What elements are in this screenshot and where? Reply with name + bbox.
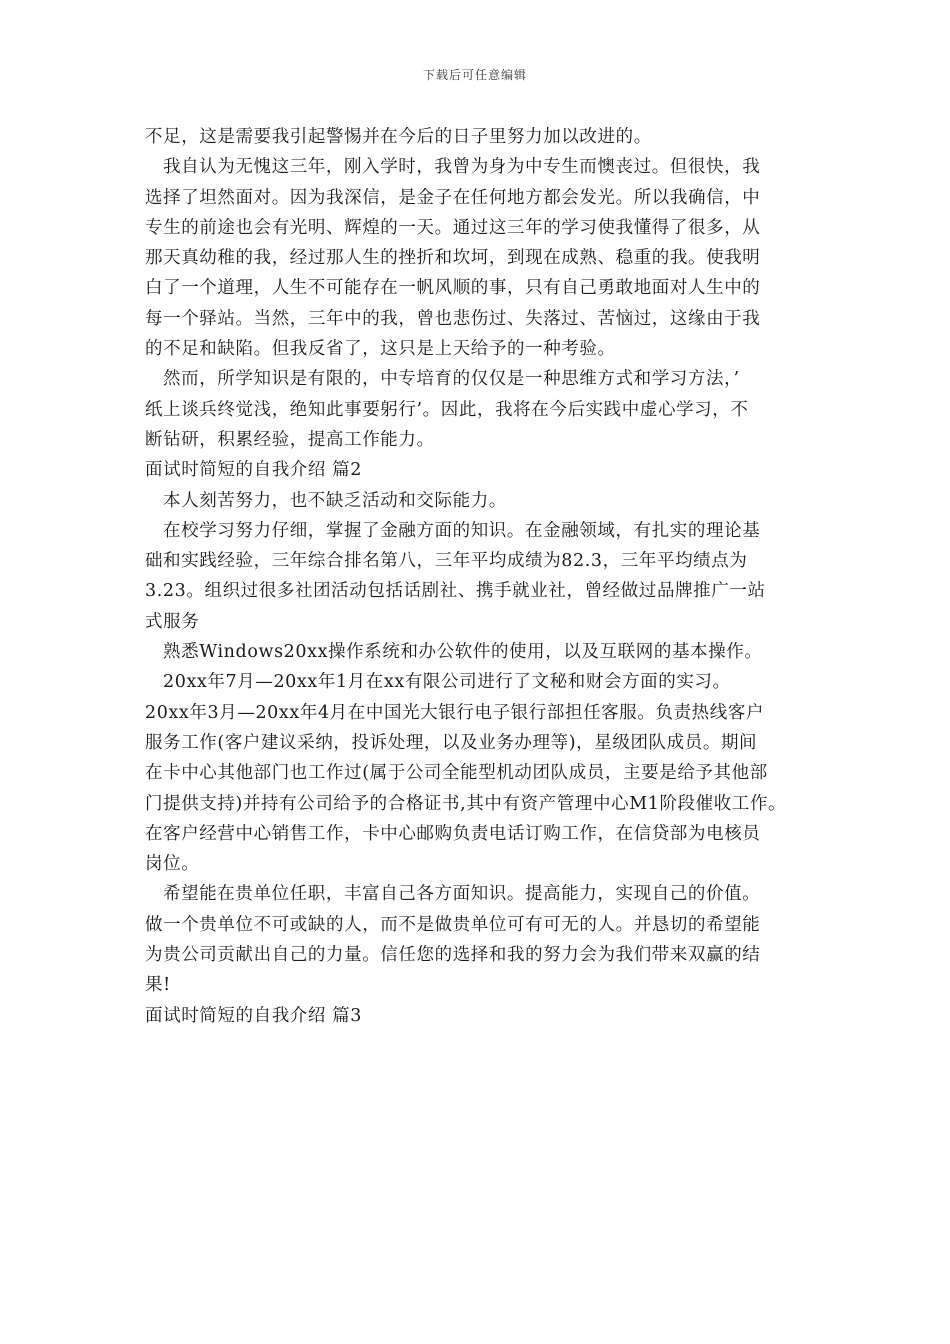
text-line: 门提供支持)并持有公司给予的合格证书,其中有资产管理中心M1阶段催收工作。 xyxy=(145,793,787,814)
text-line: 我自认为无愧这三年，刚入学时，我曾为身为中专生而懊丧过。但很快，我 xyxy=(163,157,761,178)
text-line: 础和实践经验，三年综合排名第八，三年平均成绩为82.3，三年平均绩点为 xyxy=(145,551,748,572)
text-line: 在卡中心其他部门也工作过(属于公司全能型机动团队成员，主要是给予其他部 xyxy=(145,763,768,784)
text-line: 20xx年7月—20xx年1月在xx有限公司进行了文秘和财会方面的实习。 xyxy=(163,672,731,693)
text-line: 那天真幼稚的我，经过那人生的挫折和坎坷，到现在成熟、稳重的我。使我明 xyxy=(145,248,761,269)
text-line: 20xx年3月—20xx年4月在中国光大银行电子银行部担任客服。负责热线客户 xyxy=(145,702,765,723)
text-line: 选择了坦然面对。因为我深信，是金子在任何地方都会发光。所以我确信，中 xyxy=(145,187,761,208)
text-line: 服务工作(客户建议采纳，投诉处理，以及业务办理等)，星级团队成员。期间 xyxy=(145,732,758,753)
text-line: 然而，所学知识是有限的，中专培育的仅仅是一种思维方式和学习方法，’ xyxy=(163,369,740,390)
text-line: 每一个驿站。当然，三年中的我，曾也悲伤过、失落过、苦恼过，这缘由于我 xyxy=(145,308,761,329)
text-line: 纸上谈兵终觉浅，绝知此事要躬行’。因此，我将在今后实践中虚心学习，不 xyxy=(145,399,749,420)
section-heading: 面试时简短的自我介绍 篇2 xyxy=(145,460,362,481)
text-line: 专生的前途也会有光明、辉煌的一天。通过这三年的学习使我懂得了很多，从 xyxy=(145,217,761,238)
text-line: 断钻研，积累经验，提高工作能力。 xyxy=(145,429,435,450)
header-note: 下载后可任意编辑 xyxy=(422,68,527,82)
text-line: 式服务 xyxy=(145,611,200,632)
text-line: 希望能在贵单位任职，丰富自己各方面知识。提高能力，实现自己的价值。 xyxy=(163,884,761,905)
text-line: 不足，这是需要我引起警惕并在今后的日子里努力加以改进的。 xyxy=(145,127,652,147)
document-body xyxy=(145,122,810,1031)
text-line: 本人刻苦努力，也不缺乏活动和交际能力。 xyxy=(163,490,507,511)
text-line: 果! xyxy=(145,975,171,996)
section-heading: 面试时简短的自我介绍 篇3 xyxy=(145,1005,362,1026)
text-line: 做一个贵单位不可或缺的人，而不是做贵单位可有可无的人。并恳切的希望能 xyxy=(145,914,761,935)
text-line: 在客户经营中心销售工作，卡中心邮购负责电话订购工作，在信贷部为电核员 xyxy=(145,823,761,844)
text-line: 的不足和缺陷。但我反省了，这只是上天给予的一种考验。 xyxy=(145,339,616,360)
text-line: 在校学习努力仔细，掌握了金融方面的知识。在金融领域，有扎实的理论基 xyxy=(163,520,761,541)
text-line: 白了一个道理，人生不可能存在一帆风顺的事，只有自己勇敢地面对人生中的 xyxy=(145,278,761,299)
text-line: 岗位。 xyxy=(145,854,200,875)
text-line: 熟悉Windows20xx操作系统和办公软件的使用，以及互联网的基本操作。 xyxy=(163,642,763,663)
text-line: 为贵公司贡献出自己的力量。信任您的选择和我的努力会为我们带来双赢的结 xyxy=(145,945,761,966)
text-line: 3.23。组织过很多社团活动包括话剧社、携手就业社，曾经做过品牌推广一站 xyxy=(145,581,766,602)
